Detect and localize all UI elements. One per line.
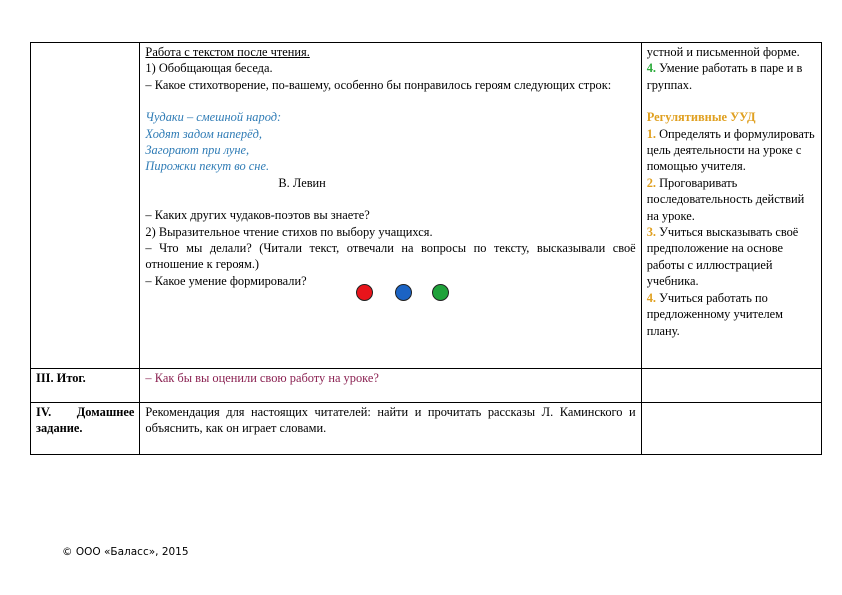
- poem-author: В. Левин: [278, 175, 326, 190]
- uud-cell: [641, 43, 821, 369]
- blue-circle[interactable]: [395, 284, 412, 301]
- uud-item-4: 4. Умение работать в паре и в группах.: [646, 61, 803, 92]
- question-2: – Каких других чудаков-поэтов вы знаете?: [145, 208, 370, 223]
- red-circle[interactable]: [356, 284, 373, 301]
- table-row: [31, 369, 822, 403]
- stage-cell-summary: III. Итог.: [31, 369, 140, 403]
- homework-text: Рекомендация для настоящих читателей: найти и прочитать рассказы Л. Каминского и объяснить, как он играет словами.: [145, 405, 636, 436]
- reg-item-2: 2. Проговаривать последовательность действий на уроке.: [646, 175, 805, 223]
- activity-cell: [140, 43, 641, 369]
- table-row: [31, 43, 822, 369]
- question-3: – Что мы делали? (Читали текст, отвечали на вопросы по тексту, высказывали своё отношение к героям.): [145, 241, 636, 272]
- stage-cell-empty: [31, 43, 140, 369]
- homework-uud-cell: [641, 403, 821, 455]
- summary-question: – Как бы вы оценили свою работу на уроке?: [145, 371, 379, 385]
- poem-line-3: Загорают при луне,: [145, 143, 250, 158]
- poem-line-1: Чудаки – смешной народ:: [145, 110, 282, 125]
- reg-item-4: 4. Учиться работать по предложенному учителем плану.: [646, 290, 783, 338]
- poem-line-2: Ходят задом наперёд,: [145, 126, 262, 141]
- regulative-heading: Регулятивные УУД: [646, 110, 756, 125]
- item-1: 1) Обобщающая беседа.: [145, 61, 273, 76]
- reg-item-1: 1. Определять и формулировать цель деятельности на уроке с помощью учителя.: [646, 126, 815, 174]
- item-2: 2) Выразительное чтение стихов по выбору учащихся.: [145, 224, 433, 239]
- poem-line-4: Пирожки пекут во сне.: [145, 159, 270, 174]
- green-circle[interactable]: [432, 284, 449, 301]
- uud-continuation: устной и письменной форме.: [646, 45, 800, 59]
- question-4: – Какое умение формировали?: [145, 273, 307, 288]
- reg-item-3: 3. Учиться высказывать своё предположение на основе работы с иллюстрацией учебника.: [646, 225, 799, 289]
- lesson-table: [30, 42, 822, 455]
- summary-uud-cell: [641, 369, 821, 403]
- question-1: – Какое стихотворение, по-вашему, особенно бы понравилось героям следующих строк:: [145, 77, 612, 92]
- homework-text-cell: [140, 403, 641, 455]
- section-heading: Работа с текстом после чтения.: [145, 45, 310, 59]
- table-row: [31, 403, 822, 455]
- footer-copyright: © ООО «Баласс», 2015: [62, 546, 189, 558]
- summary-question-cell: [140, 369, 641, 403]
- stage-cell-homework: IV. Домашнее задание.: [31, 403, 140, 455]
